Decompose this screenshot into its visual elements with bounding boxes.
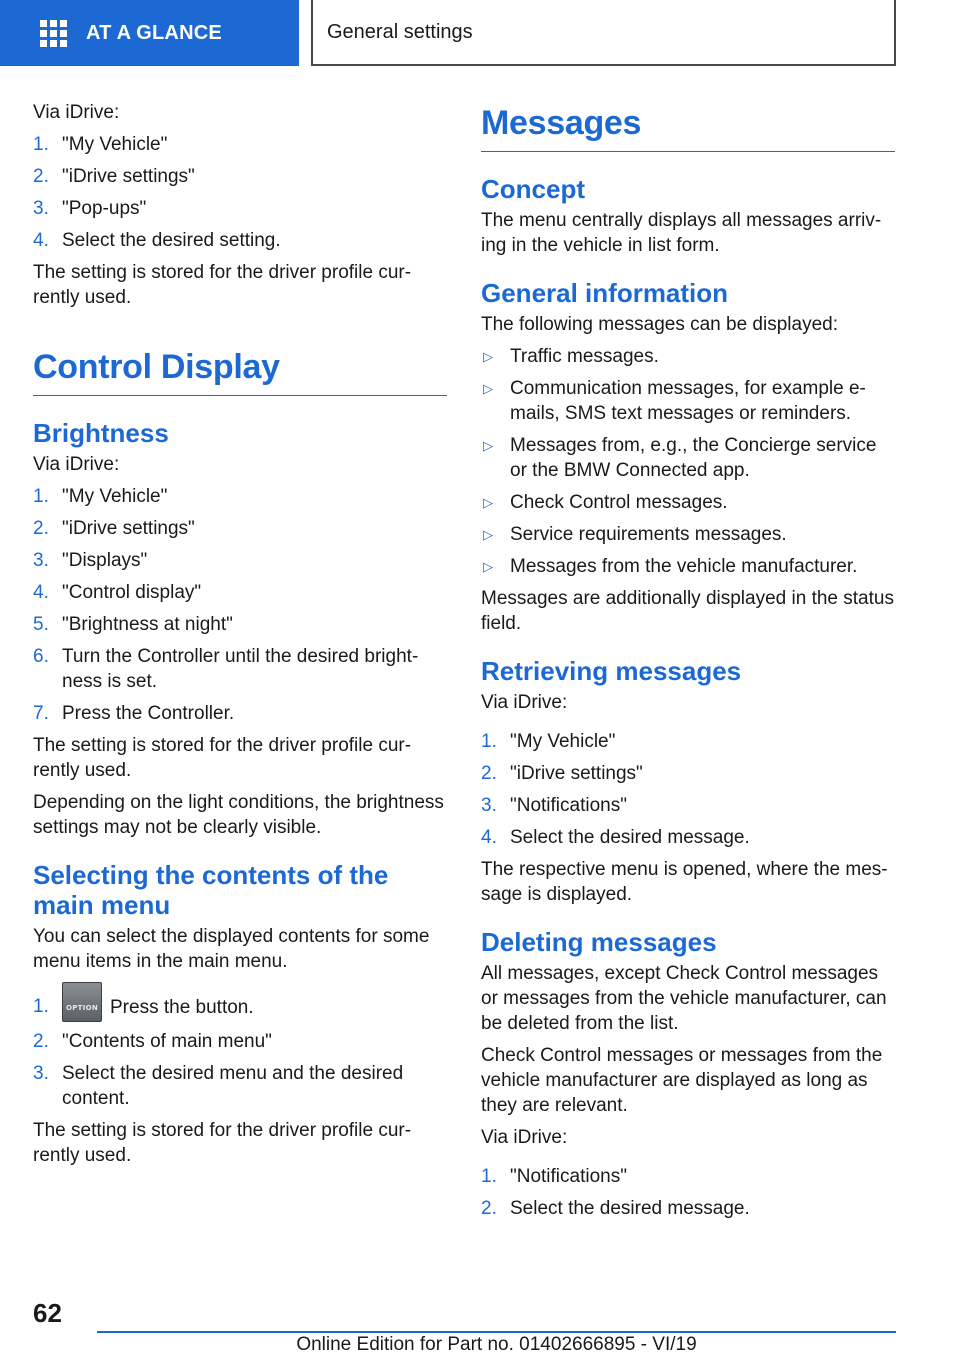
section-tab[interactable] — [0, 0, 299, 66]
messages-heading: Messages — [481, 104, 895, 152]
via-idrive-label: Via iDrive: — [481, 1127, 568, 1148]
step-item: 2. "Contents of main menu" — [33, 1031, 272, 1052]
step-item: 3. Select the desired menu and the desired content. — [33, 1063, 404, 1109]
check-control-note: Check Control messages or messages from the vehicle manufacturer are displayed as long as they are relevant. — [481, 1045, 883, 1116]
step-item: 1. "My Vehicle" — [481, 731, 616, 752]
stored-note: The setting is stored for the driver profile currently used. — [33, 735, 412, 781]
grid-menu-icon — [40, 20, 67, 47]
respective-menu-note: The respective menu is opened, where the message is displayed. — [481, 859, 888, 905]
step-item: 3. "Notifications" — [481, 795, 627, 816]
brightness-steps — [33, 484, 447, 726]
list-item: ▷ Messages from, e.g., the Concierge service or the BMW Connected app. — [483, 435, 877, 481]
triangle-bullet-icon: ▷ — [483, 495, 493, 510]
message-types-list — [481, 344, 895, 579]
list-item: ▷ Communication messages, for example e-mails, SMS text messages or reminders. — [483, 378, 866, 424]
step-item: 5. "Brightness at night" — [33, 614, 233, 635]
triangle-bullet-icon: ▷ — [483, 527, 493, 542]
deleting-steps — [481, 1164, 895, 1221]
list-item: ▷ Check Control messages. — [483, 492, 728, 513]
concept-heading: Concept — [481, 174, 585, 204]
list-item: ▷ Service requirements messages. — [483, 524, 787, 545]
step-item: 1. OPTION Press the button. — [33, 994, 447, 1022]
contents-main-menu-heading: Selecting the contents of the main menu — [33, 860, 389, 920]
step-item: 2. "iDrive settings" — [33, 166, 195, 187]
step-item: 3. "Pop-ups" — [33, 198, 147, 219]
step-item: 4. "Control display" — [33, 582, 202, 603]
triangle-bullet-icon: ▷ — [483, 438, 493, 453]
deleting-text: All messages, except Check Control messages or messages from the vehicle manufacturer, can be deleted from the list. — [481, 963, 887, 1034]
general-intro: The following messages can be displayed: — [481, 314, 838, 335]
via-idrive-label: Via iDrive: — [33, 102, 120, 123]
step-item: 3. "Displays" — [33, 550, 148, 571]
edition-footer: Online Edition for Part no. 01402666895 - VI/19 — [296, 1334, 697, 1355]
option-button-icon: OPTION — [62, 982, 102, 1022]
chapter-title: General settings — [327, 20, 473, 43]
popups-steps — [33, 132, 447, 253]
visibility-note: Depending on the light conditions, the brightness settings may not be clearly visible. — [33, 792, 444, 838]
list-item: ▷ Messages from the vehicle manufacturer. — [483, 556, 858, 577]
triangle-bullet-icon: ▷ — [483, 559, 493, 574]
step-item: 4. Select the desired setting. — [33, 230, 281, 251]
step-item: 2. "iDrive settings" — [481, 763, 643, 784]
page-number: 62 — [33, 1298, 62, 1328]
via-idrive-label: Via iDrive: — [481, 692, 568, 713]
section-label: AT A GLANCE — [86, 21, 222, 44]
stored-note: The setting is stored for the driver profile currently used. — [33, 1120, 412, 1166]
retrieving-steps — [481, 729, 895, 850]
contents-intro: You can select the displayed contents for some menu items in the main menu. — [33, 926, 430, 972]
deleting-messages-heading: Deleting messages — [481, 927, 717, 957]
step-item: 1. "My Vehicle" — [33, 486, 168, 507]
step-item: 2. Select the desired message. — [481, 1198, 750, 1219]
chapter-header — [311, 0, 896, 66]
via-idrive-label: Via iDrive: — [33, 454, 120, 475]
concept-text: The menu centrally displays all messages arriving in the vehicle in list form. — [481, 210, 882, 256]
triangle-bullet-icon: ▷ — [483, 349, 493, 364]
stored-note: The setting is stored for the driver profile currently used. — [33, 262, 412, 308]
brightness-heading: Brightness — [33, 418, 169, 448]
step-item: 7. Press the Controller. — [33, 703, 235, 724]
step-item: 4. Select the desired message. — [481, 827, 750, 848]
triangle-bullet-icon: ▷ — [483, 381, 493, 396]
contents-steps — [33, 994, 447, 1111]
left-column — [33, 100, 447, 1175]
footer-divider — [97, 1331, 896, 1333]
status-field-note: Messages are additionally displayed in the status field. — [481, 588, 894, 634]
retrieving-messages-heading: Retrieving messages — [481, 656, 742, 686]
step-item: 6. Turn the Controller until the desired brightness is set. — [33, 646, 419, 692]
general-information-heading: General information — [481, 278, 729, 308]
step-item: 2. "iDrive settings" — [33, 518, 195, 539]
step-item: 1. "Notifications" — [481, 1166, 627, 1187]
right-column — [481, 100, 895, 1228]
step-item: 1. "My Vehicle" — [33, 134, 168, 155]
list-item: ▷ Traffic messages. — [483, 346, 659, 367]
control-display-heading: Control Display — [33, 348, 447, 396]
